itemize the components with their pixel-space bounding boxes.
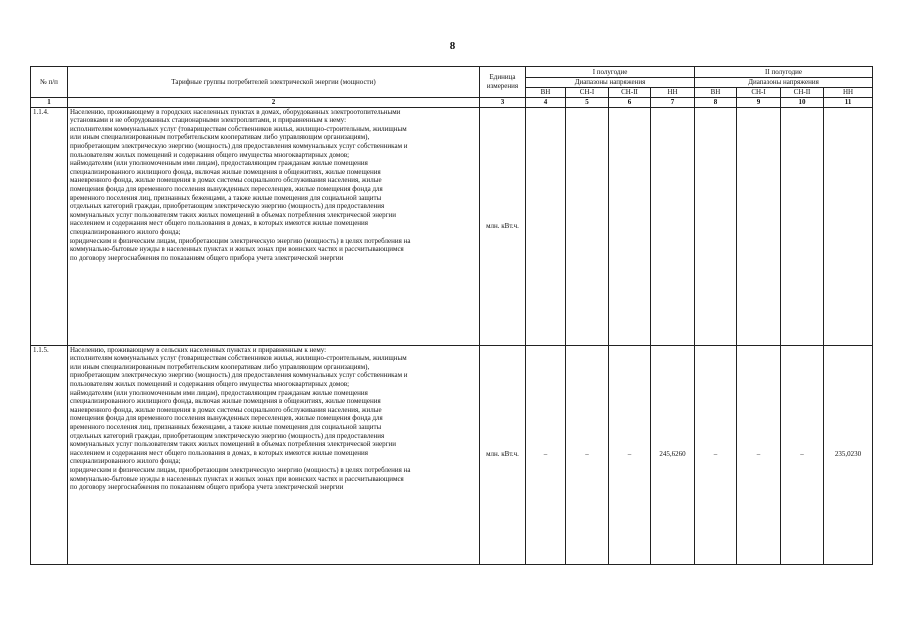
row-unit: млн. кВт.ч. xyxy=(480,345,526,564)
row-description: Населению, проживающему в городских населенных пунктах в домах, оборудованных электроотопительными установками и не оборудованных стационарными электроплитами, и приравненным к нему: исполнителям коммунальных услуг (товариществам собственников жилья, жилищно-строительным, жилищным или иным специализированным потребительским кооперативам либо управляющим организациям), приобретающим электрическую энергию (мощность) для предоставления коммунальных услуг собственникам и пользователям жилых помещений и содержания общего имущества многоквартирных домов; наймодателям (или уполномоченным ими лицам), предоставляющим гражданам жилые помещения специализированного жилищного фонда, включая жилые помещения в общежитиях, жилые помещения маневренного фонда, жилые помещения в домах системы социального обслуживания населения, жилые помещения фонда для временного поселения вынужденных переселенцев, жилые помещения фонда для временного поселения лиц, признанных беженцами, а также жилые помещения для социальной защиты отдельных категорий граждан, приобретающим электрическую энергию (мощность) для предоставления коммунальных услуг пользователям таких жилых помещений в объемах потребления электрической энергии населением и содержания мест общего пользования в домах, в которых имеются жилые помещения специализированного жилого фонда; юридическим и физическим лицам, приобретающим электрическую энергию (мощность) в целях потребления на коммунально-бытовые нужды в населенных пунктах и жилых зонах при воинских частях и рассчитывающимся по договору энергоснабжения по показаниям общего прибора учета электрической энергии xyxy=(68,107,480,345)
row-description: Населению, проживающему в сельских населенных пунктах и приравненным к нему: исполнителям коммунальных услуг (товариществам собственников жилья, жилищно-строительным, жилищным или иным специализированным потребительским кооперативам либо управляющим организациям), приобретающим электрическую энергию (мощность) для предоставления коммунальных услуг собственникам и пользователям жилых помещений и содержания общего имущества многоквартирных домов; наймодателям (или уполномоченным ими лицам), предоставляющим гражданам жилые помещения специализированного жилищного фонда, включая жилые помещения в общежитиях, жилые помещения маневренного фонда, жилые помещения в домах системы социального обслуживания населения, жилые помещения фонда для временного поселения вынужденных переселенцев, жилые помещения фонда для временного поселения лиц, признанных беженцами, а также жилые помещения для социальной защиты отдельных категорий граждан, приобретающим электрическую энергию (мощность) для предоставления коммунальных услуг пользователям таких жилых помещений в объемах потребления электрической энергии населением и содержания мест общего пользования в домах, в которых имеются жилые помещения специализированного жилого фонда; юридическим и физическим лицам, приобретающим электрическую энергию (мощность) в целях потребления на коммунально-бытовые нужды в населенных пунктах и жилых зонах при воинских частях и рассчитывающимся по договору энергоснабжения по показаниям общего прибора учета электрической энергии xyxy=(68,345,480,564)
value-cell: – xyxy=(566,345,609,564)
value-cell: 245,6260 xyxy=(651,345,695,564)
header-voltage-sn2: СН-II xyxy=(609,88,651,98)
column-number: 4 xyxy=(526,98,566,108)
value-cell: 235,0230 xyxy=(824,345,873,564)
header-row-number: № п/п xyxy=(31,67,68,98)
column-number: 3 xyxy=(480,98,526,108)
value-cell xyxy=(566,107,609,345)
header-tariff-groups: Тарифные группы потребителей электрической энергии (мощности) xyxy=(68,67,480,98)
column-number: 2 xyxy=(68,98,480,108)
value-cell: – xyxy=(526,345,566,564)
value-cell xyxy=(737,107,781,345)
column-number: 7 xyxy=(651,98,695,108)
value-cell xyxy=(824,107,873,345)
header-voltage-ranges-2: Диапазоны напряжения xyxy=(695,78,873,88)
row-number: 1.1.4. xyxy=(31,107,68,345)
header-voltage-nn: НН xyxy=(824,88,873,98)
row-number: 1.1.5. xyxy=(31,345,68,564)
header-voltage-sn1: СН-I xyxy=(566,88,609,98)
header-voltage-ranges-1: Диапазоны напряжения xyxy=(526,78,695,88)
header-voltage-sn1: СН-I xyxy=(737,88,781,98)
column-number: 1 xyxy=(31,98,68,108)
column-number: 8 xyxy=(695,98,737,108)
value-cell xyxy=(781,107,824,345)
column-number: 6 xyxy=(609,98,651,108)
table-row xyxy=(31,107,873,345)
header-half-2: II полугодие xyxy=(695,67,873,78)
value-cell xyxy=(609,107,651,345)
value-cell xyxy=(651,107,695,345)
tariff-volume-table xyxy=(30,66,873,565)
value-cell: – xyxy=(781,345,824,564)
row-unit: млн. кВт.ч. xyxy=(480,107,526,345)
header-voltage-sn2: СН-II xyxy=(781,88,824,98)
header-half-1: I полугодие xyxy=(526,67,695,78)
header-voltage-vn: ВН xyxy=(526,88,566,98)
page-number: 8 xyxy=(449,40,456,52)
column-number: 5 xyxy=(566,98,609,108)
table-row xyxy=(31,345,873,564)
column-number: 9 xyxy=(737,98,781,108)
column-number: 10 xyxy=(781,98,824,108)
value-cell xyxy=(526,107,566,345)
header-voltage-nn: НН xyxy=(651,88,695,98)
header-voltage-vn: ВН xyxy=(695,88,737,98)
header-unit: Единица измерения xyxy=(480,67,526,98)
value-cell: – xyxy=(609,345,651,564)
value-cell: – xyxy=(737,345,781,564)
value-cell xyxy=(695,107,737,345)
value-cell: – xyxy=(695,345,737,564)
column-number: 11 xyxy=(824,98,873,108)
